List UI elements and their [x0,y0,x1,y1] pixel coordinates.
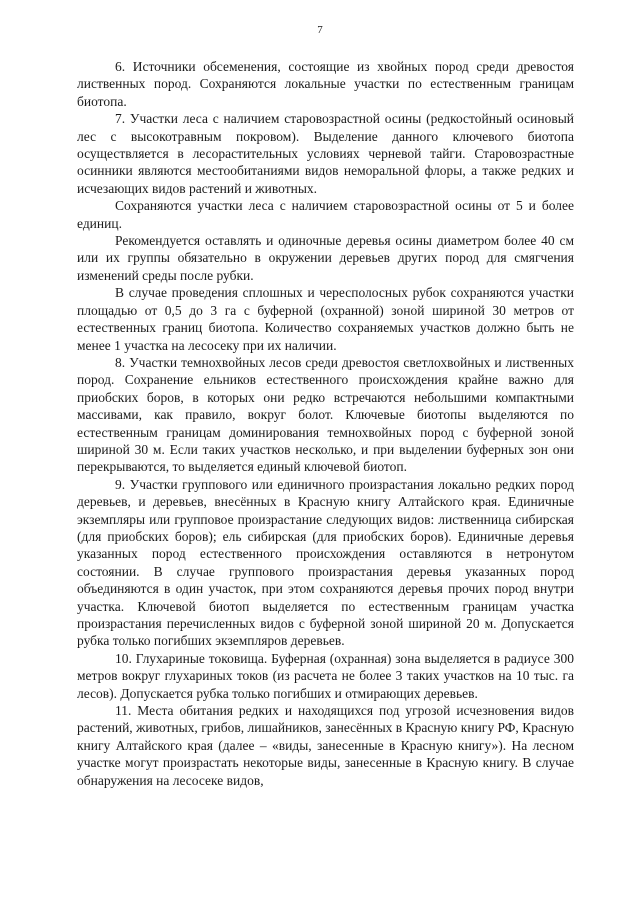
page-number: 7 [317,24,323,36]
paragraph-7-old-aspen: 7. Участки леса с наличием старовозрастной осины (редкостойный осиновый лес с высокотравным покровом). Выделение данного ключевого биотопа осуществляется в лесорастительных условиях черневой тайги. Старовозрастные осинники являются местообитаниями видов неморальной флоры, а также редких и исчезающих видов растений и животных. [77,111,574,196]
paragraph-7-clear-cut: В случае проведения сплошных и чересполосных рубок сохраняются участки площадью от 0,5 до 3 га с буферной (охранной) зоной шириной 30 метров от естественных границ биотопа. Количество сохраняемых участков должно быть не менее 1 участка на лесосеку при их наличии. [77,285,574,353]
paragraph-8-dark-conifer: 8. Участки темнохвойных лесов среди древостоя светлохвойных и лиственных пород. Сохранение ельников естественного происхождения крайне важно для приобских боров, в которых они редко встречаются небольшими компактными массивами, как правило, вокруг болот. Ключевые биотопы выделяются по естественным границам доминирования темнохвойных пород с буферной зоной шириной 30 м. Если таких участков несколько, и при выделении буферных зон они перекрываются, то выделяется единый ключевой биотоп. [77,354,574,475]
document-body [77,58,574,789]
paragraph-11-red-book-species: 11. Места обитания редких и находящихся под угрозой исчезновения видов растений, животных, грибов, лишайников, занесённых в Красную книгу РФ, Красную книгу Алтайского края (далее – «виды, занесенные в Красную книгу»). На лесном участке могут произрастать некоторые виды, занесенные в Красную книгу. В случае обнаружения на лесосеке видов, [77,703,574,788]
paragraph-7-single-aspen: Рекомендуется оставлять и одиночные деревья осины диаметром более 40 см или их группы обязательно в окружении деревьев других пород для смягчения изменений среды после рубки. [77,233,574,283]
paragraph-10-capercaillie-leks: 10. Глухариные токовища. Буферная (охранная) зона выделяется в радиусе 300 метров вокруг глухариных токов (из расчета не более 3 таких участков на 10 тыс. га лесов). Допускается рубка только погибших и отмирающих деревьев. [77,650,574,701]
paragraph-7-aspen-retention: Сохраняются участки леса с наличием старовозрастной осины от 5 и более единиц. [77,198,574,231]
paragraph-9-rare-trees: 9. Участки группового или единичного произрастания локально редких пород деревьев, и деревьев, внесённых в Красную книгу Алтайского края. Единичные экземпляры или групповое произрастание следующих видов: лиственница сибирская (для приобских боров); ель сибирская (для приобских боров). Единичные деревья указанных пород естественного происхождения оставляются в нетронутом состоянии. В случае группового произрастания деревья указанных пород объединяются в один участок, при этом сохраняются деревья прочих пород внутри участка. Ключевой биотоп выделяется по естественным границам участка произрастания перечисленных видов с буферной зоной шириной 20 м. Допускается рубка только погибших экземпляров деревьев. [77,476,574,649]
paragraph-6-seed-sources: 6. Источники обсеменения, состоящие из хвойных пород среди древостоя лиственных пород. Сохраняются локальные участки по естественным границам биотопа. [77,59,574,109]
